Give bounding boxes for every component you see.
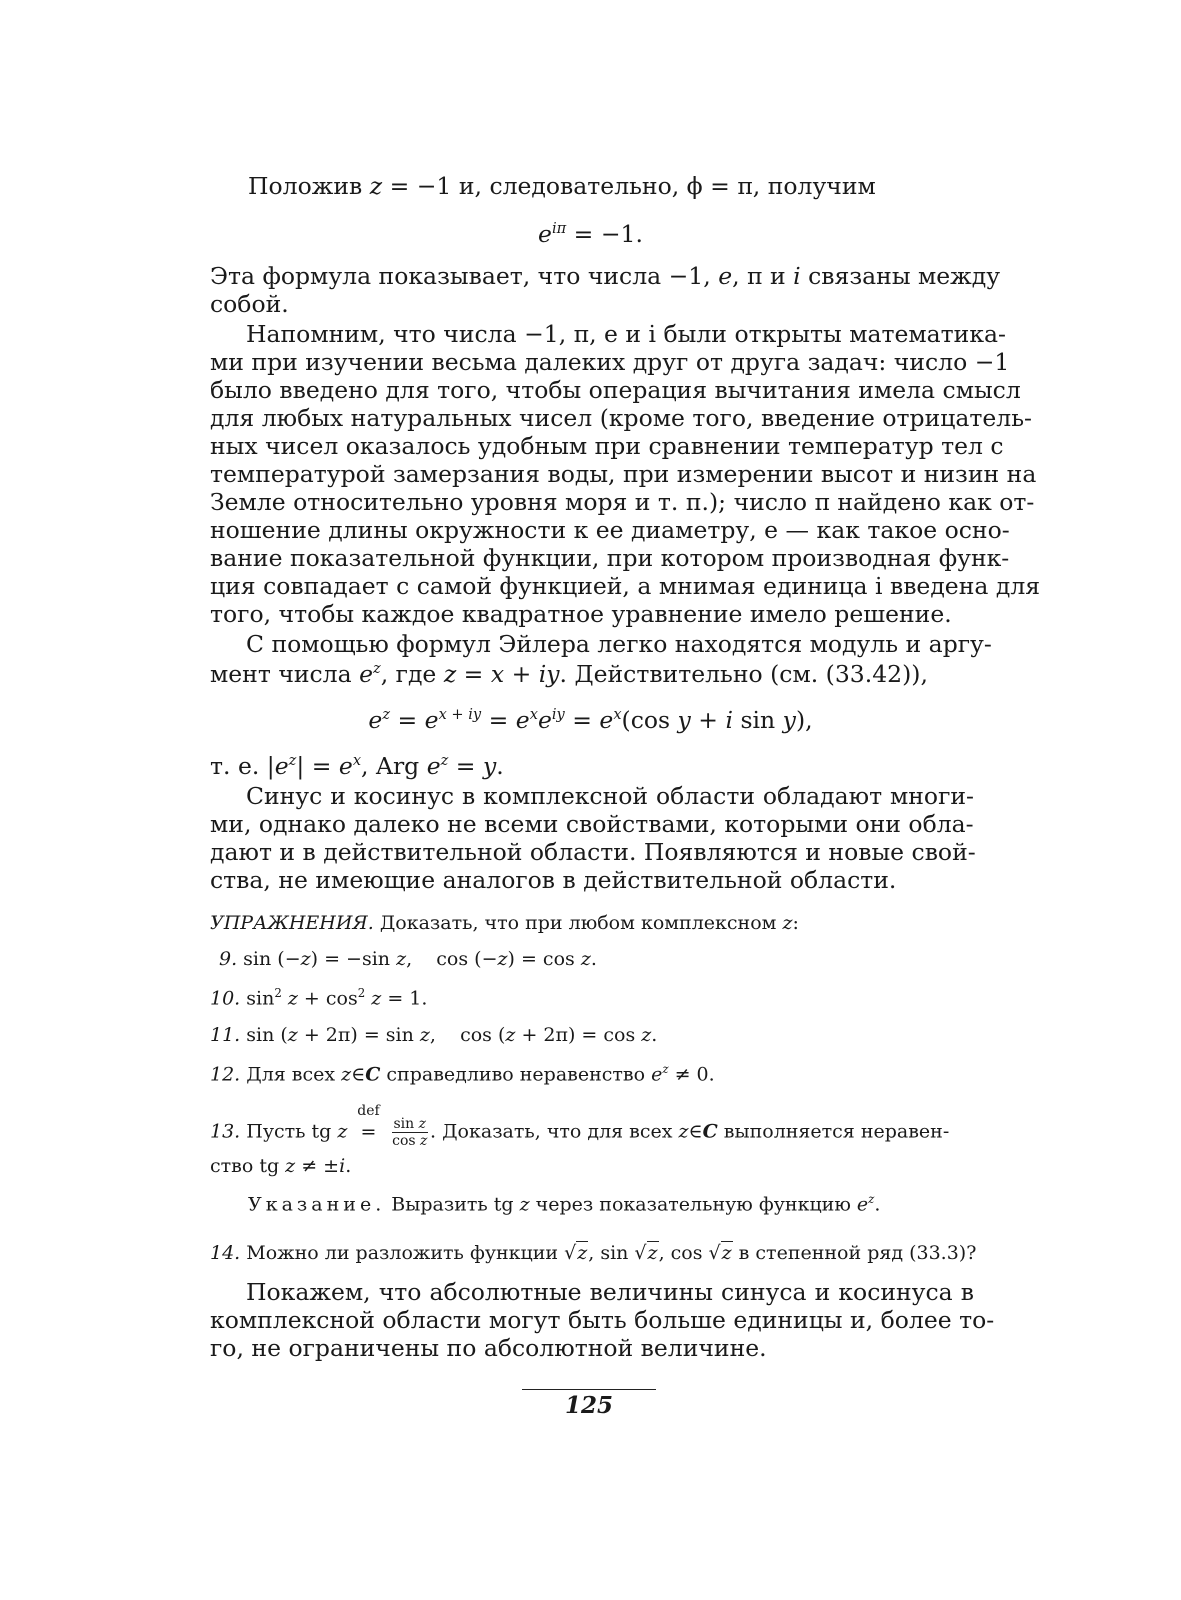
text-line-1: Положив z = −1 и, следовательно, ϕ = π, получим: [248, 172, 876, 200]
closing-line: го, не ограничены по абсолютной величине.: [210, 1334, 767, 1362]
formula-exponential-expansion: $e^z = e^{x + iy} = e^xe^{iy} = e^x(\cos$ y + i sin y),: [368, 706, 813, 734]
p2-line: ношение длины окружности к ее диаметру, e — как такое осно-: [210, 516, 1010, 544]
text-line-4: собой.: [210, 290, 289, 318]
exercises-heading: УПРАЖНЕНИЯ. Доказать, что при любом комплексном z:: [210, 912, 799, 934]
exercise-11: 11. sin (z + 2π) = sin z, cos (z + 2π) = cos z.: [210, 1024, 658, 1046]
p2-line: вание показательной функции, при котором производная функ-: [210, 544, 1010, 572]
p4-line: дают и в действительной области. Появляются и новые свой-: [210, 838, 976, 866]
p2-line: температурой замерзания воды, при измерении высот и низин на: [210, 460, 1037, 488]
exercise-14: 14. Можно ли разложить функции √z, sin √z, cos √z в степенной ряд (33.3)?: [210, 1242, 977, 1264]
formula-euler-identity: $e^{i\pi} = -1$.: [538, 220, 643, 248]
exercise-10: 10. $\sin^2 z + \cos^2 z = 1$.: [210, 986, 428, 1010]
exercise-9: 9. sin (−z) = −sin z, cos (−z) = cos z.: [219, 948, 597, 970]
p2-line: Напомним, что числа −1, π, e и i были открыты математика-: [246, 320, 1006, 348]
p3-line-3: т. е. $|e^z| = e^x$, Arg $e^z = y$.: [210, 752, 504, 780]
p2-line: Земле относительно уровня моря и т. п.); число π найдено как от-: [210, 488, 1035, 516]
p3-line-2: мент числа $e^z$, где z = x + iy. Действительно (см. (33.42)),: [210, 660, 928, 688]
p2-line: ми при изучении весьма далеких друг от друга задач: число −1: [210, 348, 1010, 376]
closing-line: комплексной области могут быть больше единицы и, более то-: [210, 1306, 995, 1334]
exercise-12: 12. Для всех z∈C справедливо неравенство $e^z \ne 0$.: [210, 1062, 715, 1086]
p3-line: С помощью формул Эйлера легко находятся модуль и аргу-: [246, 630, 992, 658]
p2-line: ция совпадает с самой функцией, а мнимая единица i введена для: [210, 572, 1041, 600]
page-number-rule: [522, 1389, 656, 1390]
p2-line: того, чтобы каждое квадратное уравнение имело решение.: [210, 600, 952, 628]
p4-line: ства, не имеющие аналогов в действительной области.: [210, 866, 897, 894]
fraction-sin-cos: $\frac{\text{sin z}}{\text{cos z}}$: [392, 1116, 428, 1149]
page-number: 125: [564, 1392, 613, 1419]
exercises-label: УПРАЖНЕНИЯ.: [210, 912, 374, 934]
exercise-13: 13. Пусть tg z def = $\frac{\text{sin z}}{\text{cos z}}$ . Доказать, что для всех z∈C выполняется неравен-: [210, 1102, 950, 1149]
p4-line: Синус и косинус в комплексной области обладают многи-: [246, 782, 974, 810]
exercise-hint: Указание. Выразить tg z через показательную функцию $e^z$.: [248, 1192, 881, 1216]
p2-line: было введено для того, чтобы операция вычитания имела смысл: [210, 376, 1021, 404]
p2-line: для любых натуральных чисел (кроме того, введение отрицатель-: [210, 404, 1032, 432]
p4-line: ми, однако далеко не всеми свойствами, которыми они обла-: [210, 810, 974, 838]
text-line-3: Эта формула показывает, что числа −1, e, π и i связаны между: [210, 262, 1001, 290]
exercise-13-cont: ство tg z ≠ ±i.: [210, 1155, 352, 1177]
p2-line: ных чисел оказалось удобным при сравнении температур тел с: [210, 432, 1004, 460]
closing-line: Покажем, что абсолютные величины синуса и косинуса в: [246, 1278, 974, 1306]
